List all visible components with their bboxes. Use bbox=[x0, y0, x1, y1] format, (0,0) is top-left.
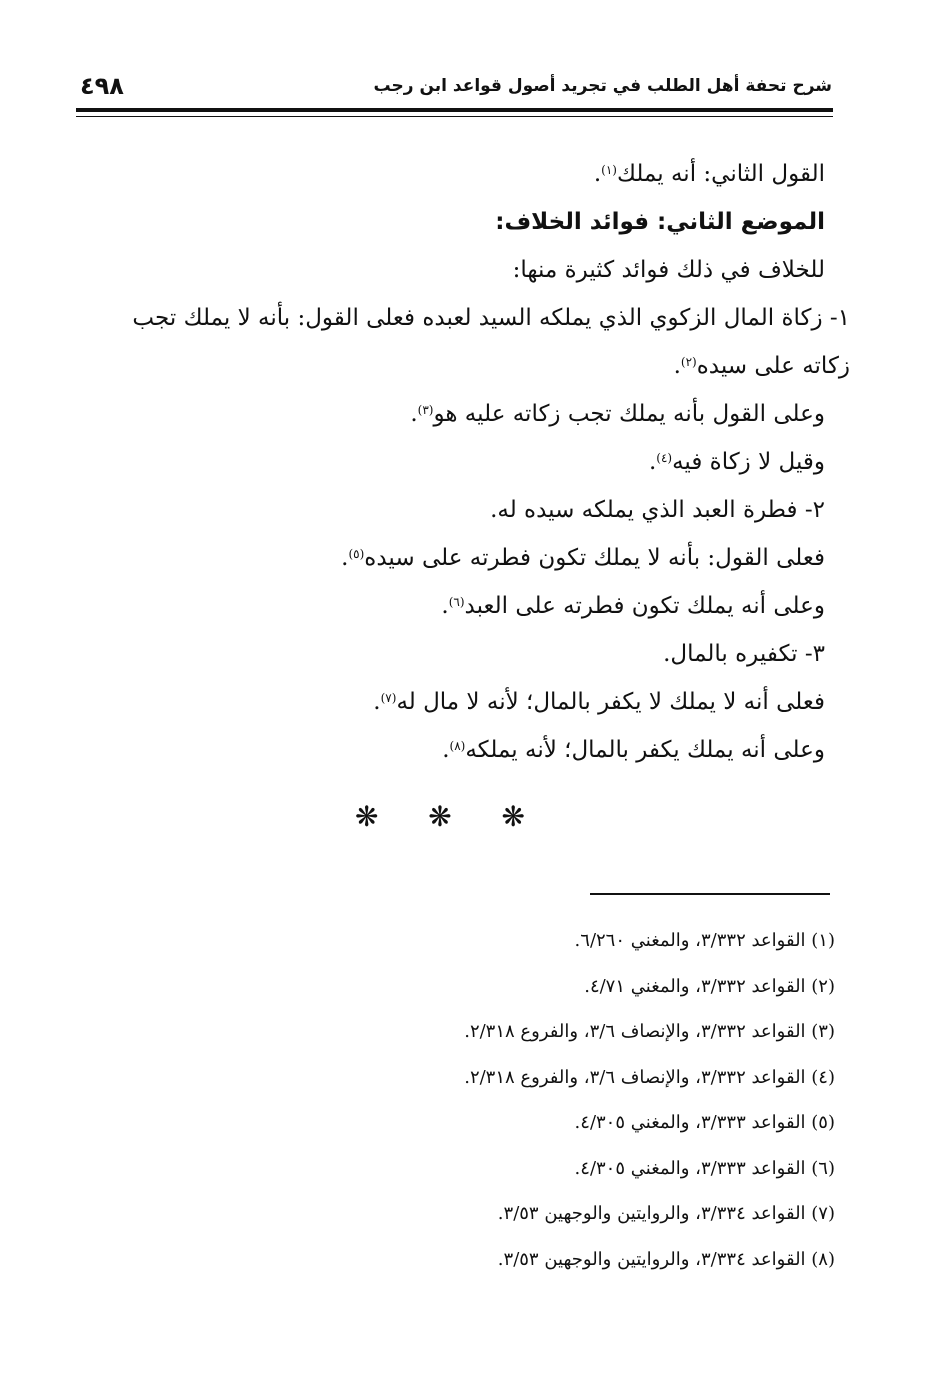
header-rule-thin bbox=[76, 116, 833, 117]
footnote-ref[interactable]: (٦) bbox=[448, 594, 465, 609]
footnotes bbox=[135, 918, 835, 1282]
footnote: (٣) القواعد ٣/٣٣٢، والإنصاف ٣/٦، والفروع ٢/٣١٨. bbox=[464, 1021, 835, 1042]
footnote: (٨) القواعد ٣/٣٣٤، والروايتين والوجهين ٣/٥٣. bbox=[497, 1248, 835, 1270]
footnote: (١) القواعد ٣/٣٣٢، والمغني ٦/٢٦٠. bbox=[574, 930, 835, 951]
running-title: شرح تحفة أهل الطلب في تجريد أصول قواعد ابن رجب bbox=[373, 76, 832, 96]
text-line: فعلى القول: بأنه لا يملك تكون فطرته على سيده$^{(٥)}$. bbox=[341, 545, 825, 571]
footnote-ref[interactable]: (٥) bbox=[348, 546, 365, 561]
section-separator bbox=[355, 800, 525, 833]
text-line: ١- زكاة المال الزكوي الذي يملكه السيد لعبده فعلى القول: بأنه لا يملك تجب زكاته على سيده$^{(٢)}$. bbox=[132, 305, 850, 379]
footnote-ref[interactable]: (٤) bbox=[656, 450, 673, 465]
text-line: وقيل لا زكاة فيه$^{(٤)}$. bbox=[648, 449, 825, 475]
text-line: للخلاف في ذلك فوائد كثيرة منها: bbox=[512, 257, 825, 283]
main-text bbox=[80, 150, 850, 774]
page-number: ٤٩٨ bbox=[80, 72, 124, 100]
text-line: القول الثاني: أنه يملك$^{(١)}$. bbox=[593, 161, 825, 187]
section-heading: الموضع الثاني: فوائد الخلاف: bbox=[495, 209, 825, 235]
header-rule-thick bbox=[76, 108, 833, 112]
footnote-ref[interactable]: (٢) bbox=[680, 354, 697, 369]
text-line: ٢- فطرة العبد الذي يملكه سيده له. bbox=[490, 497, 825, 523]
footnote-ref[interactable]: (١) bbox=[601, 162, 617, 177]
asterism-icon: ❋ bbox=[355, 800, 379, 833]
footnote: (٥) القواعد ٣/٣٣٣، والمغني ٤/٣٠٥. bbox=[574, 1112, 835, 1133]
footnote-rule bbox=[590, 893, 830, 895]
text-line: فعلى أنه لا يملك لا يكفر بالمال؛ لأنه لا مال له$^{(٧)}$. bbox=[373, 689, 825, 715]
footnote: (٤) القواعد ٣/٣٣٢، والإنصاف ٣/٦، والفروع ٢/٣١٨. bbox=[464, 1066, 835, 1088]
page-header bbox=[80, 68, 832, 104]
asterism-icon: ❋ bbox=[428, 800, 452, 833]
footnote-ref[interactable]: (٧) bbox=[380, 690, 397, 705]
footnote: (٦) القواعد ٣/٣٣٣، والمغني ٤/٣٠٥. bbox=[574, 1157, 835, 1179]
text-line: وعلى أنه يملك يكفر بالمال؛ لأنه يملكه$^{(٨)}$. bbox=[442, 737, 825, 763]
text-line: وعلى القول بأنه يملك تجب زكاته عليه هو$^{(٣)}$. bbox=[410, 401, 825, 427]
footnote-ref[interactable]: (٨) bbox=[449, 738, 466, 753]
footnote-ref[interactable]: (٣) bbox=[417, 402, 434, 417]
asterism-icon: ❋ bbox=[501, 800, 525, 833]
footnote: (٢) القواعد ٣/٣٣٢، والمغني ٤/٧١. bbox=[584, 975, 835, 997]
footnote: (٧) القواعد ٣/٣٣٤، والروايتين والوجهين ٣/٥٣. bbox=[497, 1203, 835, 1224]
text-line: ٣- تكفيره بالمال. bbox=[663, 641, 825, 667]
text-line: وعلى أنه يملك تكون فطرته على العبد$^{(٦)}$. bbox=[441, 593, 825, 619]
